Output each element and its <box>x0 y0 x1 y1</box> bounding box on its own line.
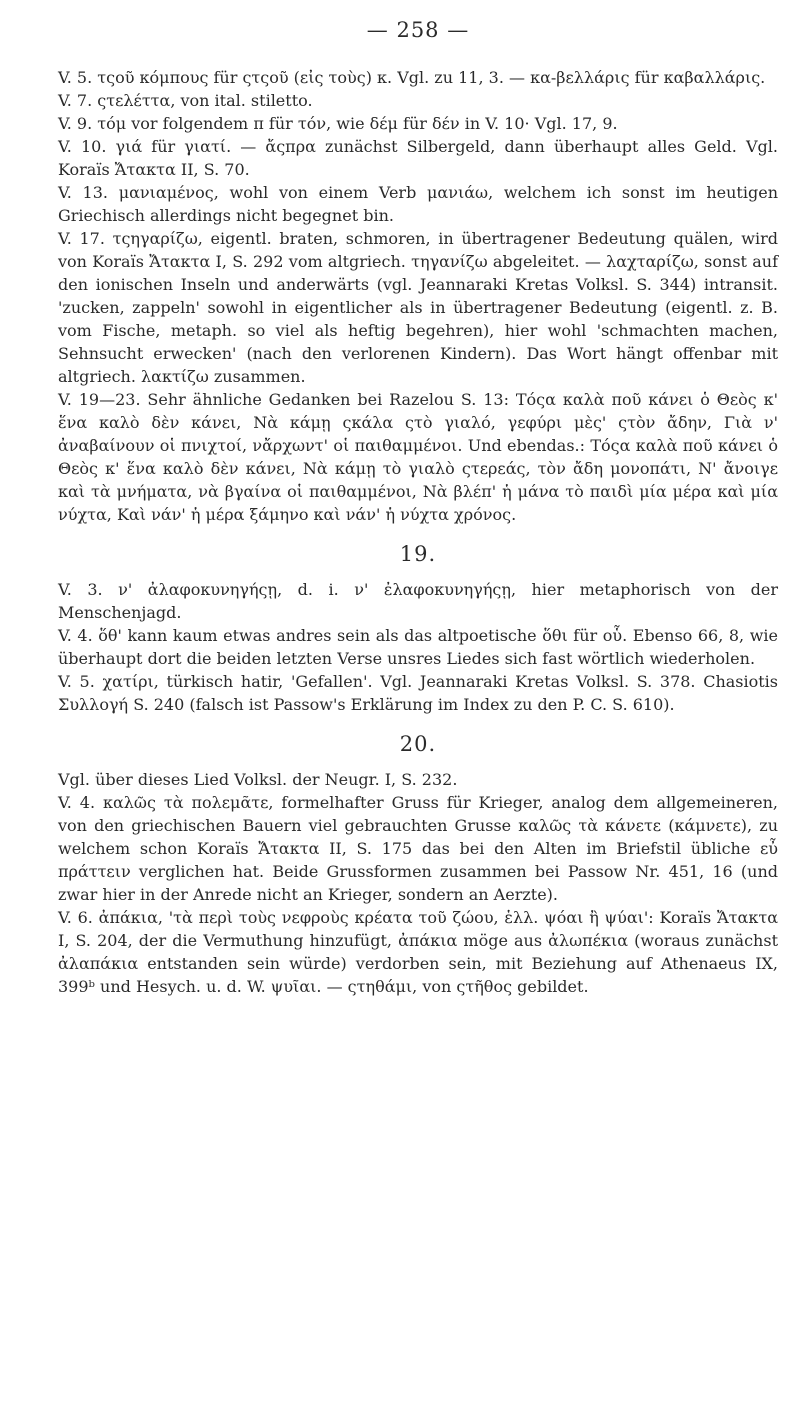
note-paragraph: V. 5. χατίρι, türkisch hatir, 'Gefallen'. Vgl. Jeannaraki Kretas Volksl. S. 378. Chasiotis Συλλογή S. 240 (falsch ist Passow's Erklärung im Index zu den P. C. S. 610). <box>58 672 778 714</box>
section-18-notes <box>58 66 778 526</box>
section-20-notes <box>58 768 778 998</box>
note-paragraph: V. 13. μανιαμένος, wohl von einem Verb μανιάω, welchem ich sonst im heutigen Griechisch allerdings nicht begegnet bin. <box>58 183 778 225</box>
note-paragraph: V. 6. ἀπάκια, 'τὰ περὶ τοὺς νεφροὺς κρέατα τοῦ ζώου, ἑλλ. ψόαι ἢ ψύαι': Koraïs Ἄτακτα I, S. 204, der die Vermuthung hinzufügt, ἀπάκια möge aus ἀλωπέκια (woraus zunächst ἀλαπάκια entstanden sein würde) verdorben sein, mit Beziehung auf Athenaeus IX, 399ᵇ und Hesych. u. d. W. ψυῖαι. — ςτηθάμι, von ςτῆθος gebildet. <box>58 908 778 996</box>
note-paragraph: V. 4. ὅθ' kann kaum etwas andres sein als das altpoetische ὅθι für οὗ. Ebenso 66, 8, wie überhaupt dort die beiden letzten Verse unsres Liedes sich fast wörtlich wiederholen. <box>58 626 778 668</box>
note-paragraph: V. 3. ν' ἀλαφοκυνηγήςῃ, d. i. ν' ἐλαφοκυνηγήςῃ, hier metaphorisch von der Menschenjagd. <box>58 580 778 622</box>
note-paragraph: Vgl. über dieses Lied Volksl. der Neugr. I, S. 232. <box>58 770 458 789</box>
note-paragraph: V. 5. τςοῦ κόμπους für ςτςοῦ (εἰς τοὺς) κ. Vgl. zu 11, 3. — κα-βελλάρις für καβαλλάρις. <box>58 68 766 87</box>
page-number: — 258 — <box>366 18 470 42</box>
note-paragraph: V. 10. γιά für γιατί. — ἄςπρα zunächst Silbergeld, dann überhaupt alles Geld. Vgl. Koraïs Ἄτακτα II, S. 70. <box>58 137 778 179</box>
section-19-notes <box>58 578 778 716</box>
section-heading-19: 19. <box>399 542 437 566</box>
note-paragraph: V. 19—23. Sehr ähnliche Gedanken bei Razelou S. 13: Τόςα καλὰ ποῦ κάνει ὁ Θεὸς κ' ἕνα καλὸ δὲν κάνει, Νὰ κάμῃ ςκάλα ςτὸ γιαλό, γεφύρι μὲς' ςτὸν ἄδην, Γιὰ ν' ἀναβαίνουν οἱ πνιχτοί, νἄρχωντ' οἱ παιθαμμένοι. Und ebendas.: Τόςα καλὰ ποῦ κάνει ὁ Θεὸς κ' ἕνα καλὸ δὲν κάνει, Νὰ κάμῃ τὸ γιαλὸ ςτερεάς, τὸν ἄδη μονοπάτι, Ν' ἄνοιγε καὶ τὰ μνήματα, νὰ βγαίνα οἱ παιθαμμένοι, Νὰ βλέπ' ἡ μάνα τὸ παιδὶ μία μέρα καὶ μία νύχτα, Καὶ νάν' ἡ μέρα ξάμηνο καὶ νάν' ἡ νύχτα χρόνος. <box>58 390 778 524</box>
note-paragraph: V. 7. ςτελέττα, von ital. stiletto. <box>58 91 313 110</box>
section-heading-20: 20. <box>399 732 437 756</box>
note-paragraph: V. 4. καλῶς τὰ πολεμᾶτε, formelhafter Gruss für Krieger, analog dem allgemeineren, von den griechischen Bauern viel gebrauchten Grusse καλῶς τὰ κάνετε (κάμνετε), zu welchem schon Koraïs Ἄτακτα II, S. 175 das bei den Alten im Briefstil übliche εὖ πράττειν verglichen hat. Beide Grussformen zusammen bei Passow Nr. 451, 16 (und zwar hier in der Anrede nicht an Krieger, sondern an Aerzte). <box>58 793 778 904</box>
note-paragraph: V. 17. τςηγαρίζω, eigentl. braten, schmoren, in übertragener Bedeutung quälen, wird von Koraïs Ἄτακτα I, S. 292 vom altgriech. τηγανίζω abgeleitet. — λαχταρίζω, sonst auf den ionischen Inseln und anderwärts (vgl. Jeannaraki Kretas Volksl. S. 344) intransit. 'zucken, zappeln' sowohl in eigentlicher als in übertragener Bedeutung (eigentl. z. B. vom Fische, metaph. so viel als heftig begehren), hier wohl 'schmachten machen, Sehnsucht erwecken' (nach den verlorenen Kindern). Das Wort hängt offenbar mit altgriech. λακτίζω zusammen. <box>58 229 778 386</box>
note-paragraph: V. 9. τόμ vor folgendem π für τόν, wie δέμ für δέν in V. 10· Vgl. 17, 9. <box>58 114 618 133</box>
